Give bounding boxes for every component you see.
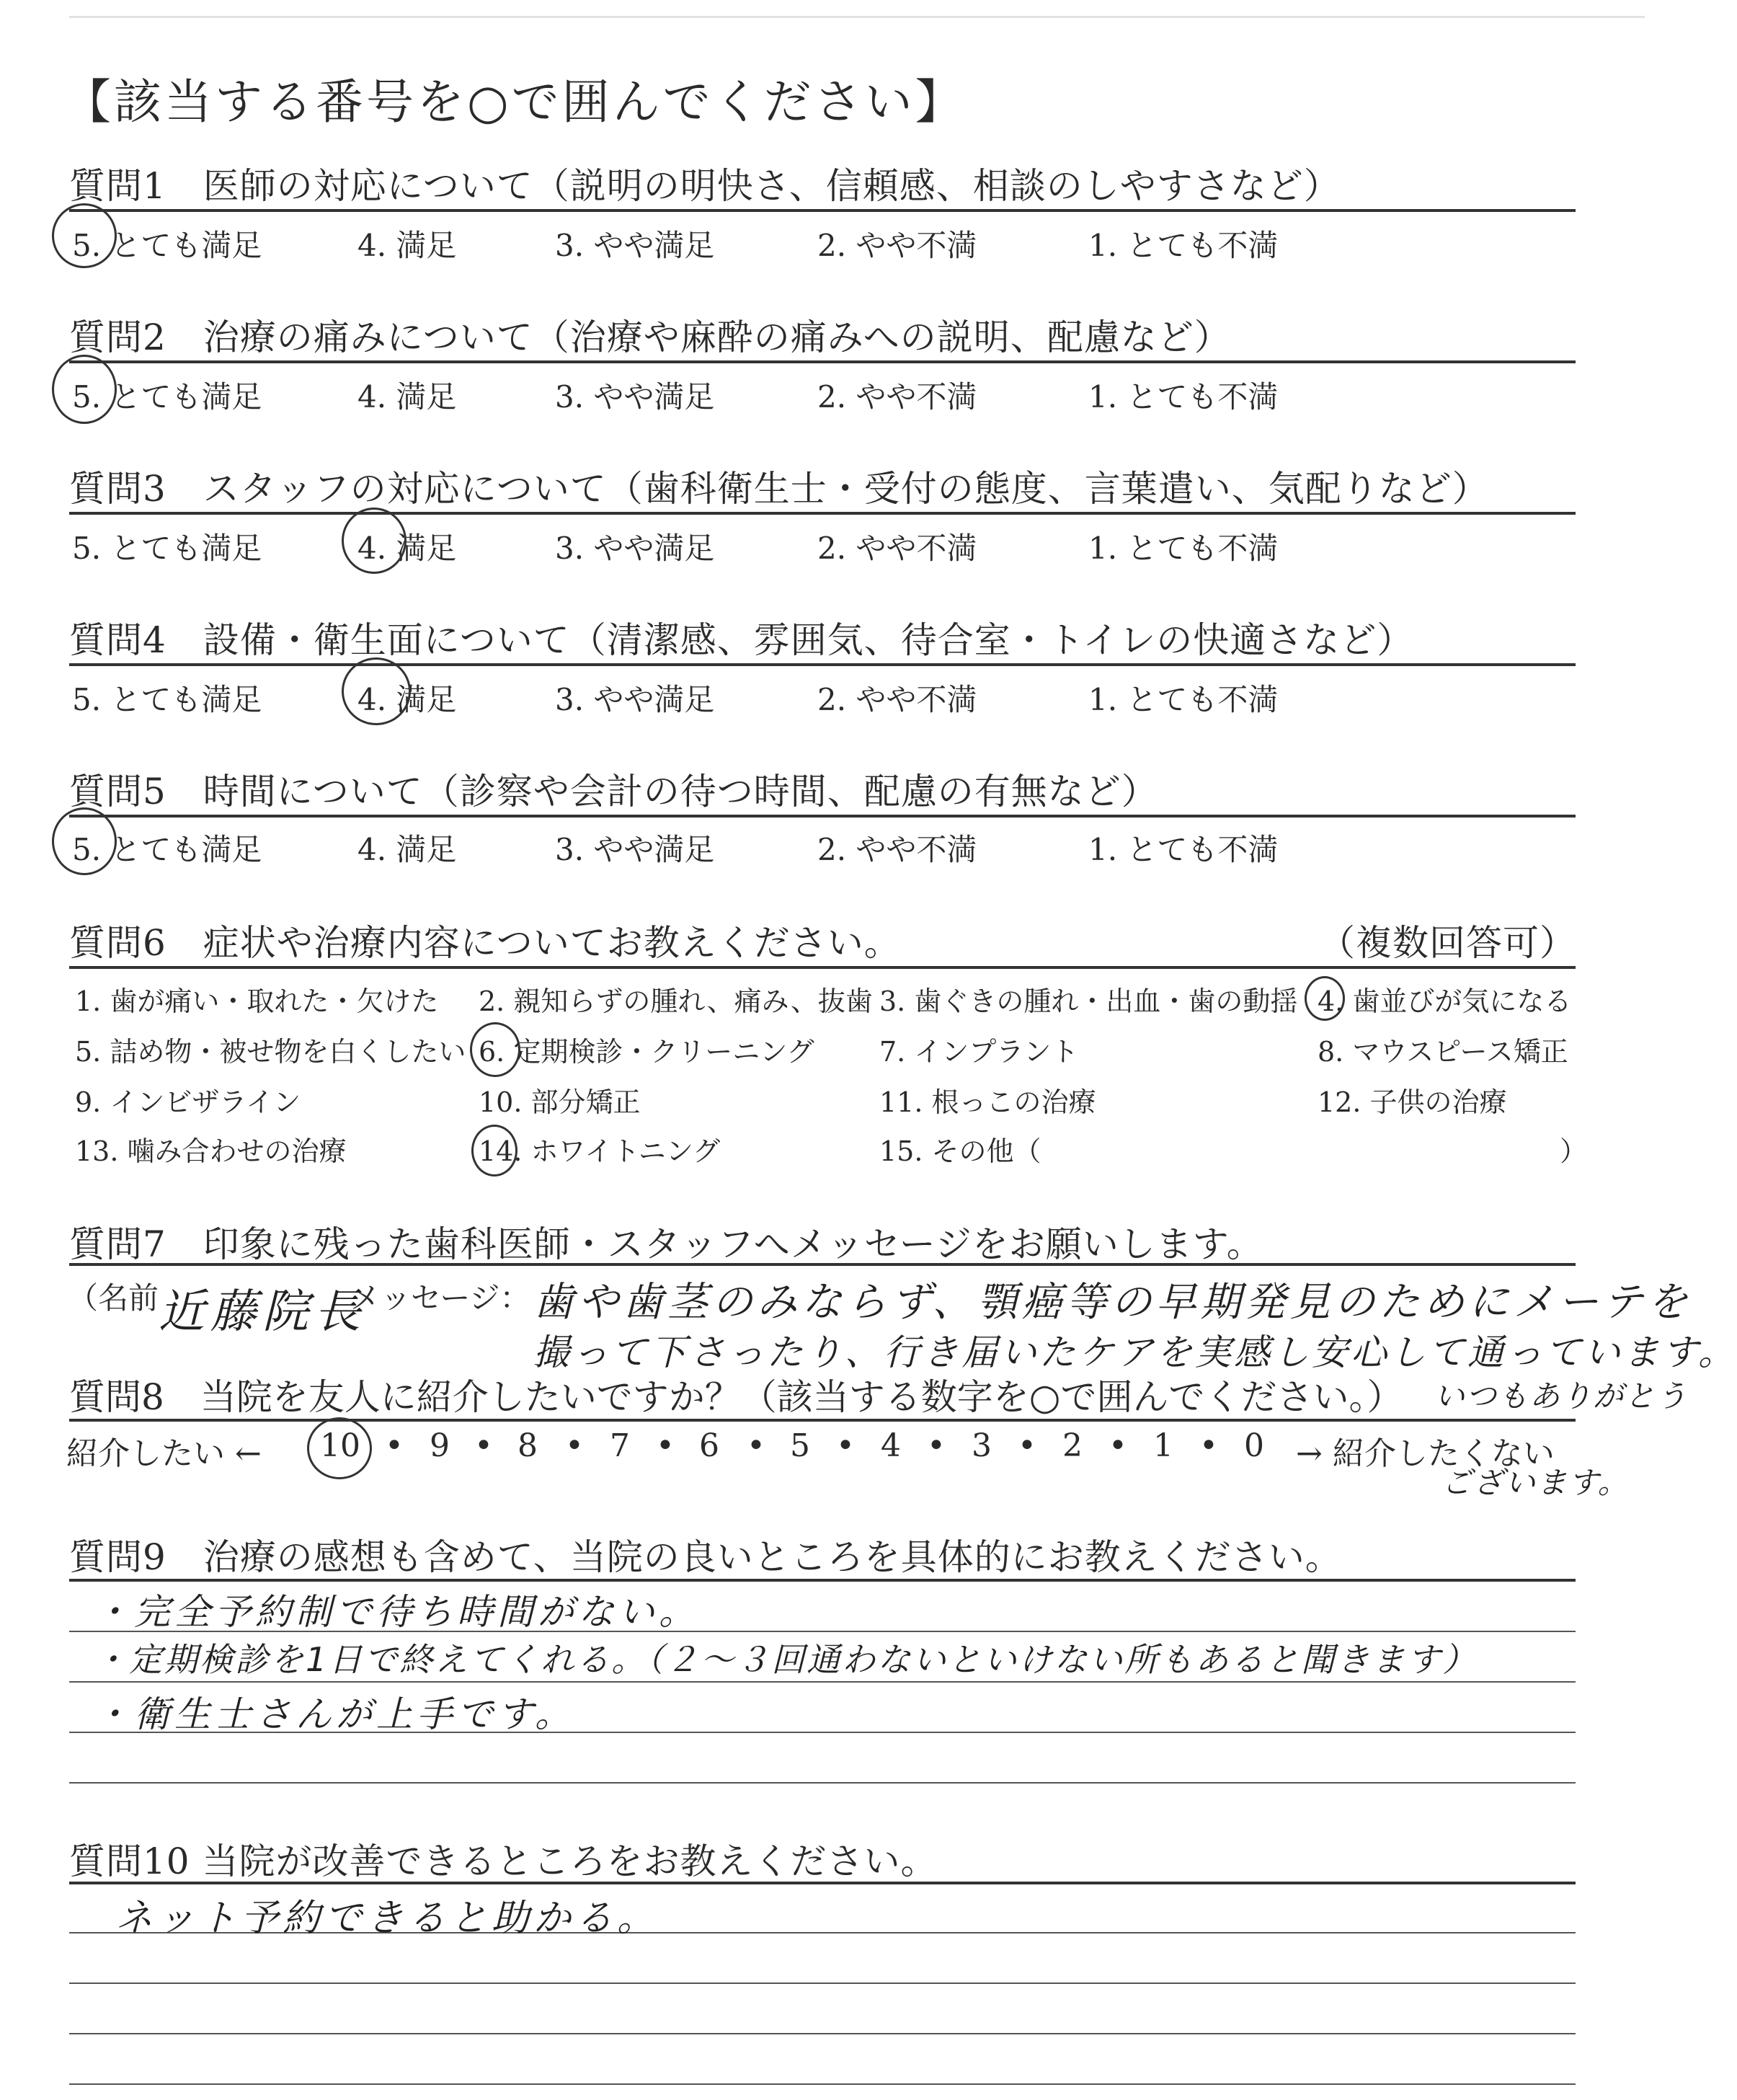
question-8-title: 質問8 当院を友人に紹介したいですか？（該当する数字を○で囲んでください。） (69, 1376, 1403, 1418)
q6-selected-circle-4 (1305, 976, 1345, 1021)
question-8-rule (69, 1419, 1576, 1422)
question-6-note: （複数回答可） (1319, 922, 1576, 964)
q6-item-3[interactable]: 3. 歯ぐきの腫れ・出血・歯の動揺 (879, 985, 1298, 1017)
q5-option-1[interactable]: 1. とても不満 (1088, 832, 1279, 867)
q4-option-2[interactable]: 2. やや不満 (817, 682, 977, 717)
q6-item-4[interactable]: 4. 歯並びが気になる (1318, 985, 1572, 1017)
q9-answer-3[interactable]: ・衛生士さんが上手です。 (94, 1693, 575, 1735)
q4-selected-circle (342, 657, 411, 725)
answer-line (69, 1681, 1576, 1683)
question-2-rule (69, 360, 1576, 363)
q6-item-6[interactable]: 6. 定期検診・クリーニング (479, 1036, 814, 1068)
q9-answer-2[interactable]: ・定期検診を1日で終えてくれる。（２～３回通わないといけない所もあると聞きます） (94, 1640, 1478, 1679)
q8-separator: • (474, 1427, 493, 1464)
question-10-title: 質問10 当院が改善できるところをお教えください。 (69, 1840, 938, 1882)
q5-option-2[interactable]: 2. やや不満 (817, 832, 977, 867)
q8-scale-8[interactable]: 8 (517, 1427, 538, 1464)
q8-scale-4[interactable]: 4 (881, 1427, 901, 1464)
q3-option-3[interactable]: 3. やや満足 (555, 531, 715, 566)
q2-option-3[interactable]: 3. やや満足 (555, 379, 715, 415)
q9-answer-1[interactable]: ・完全予約制で待ち時間がない。 (94, 1591, 699, 1633)
q2-option-4[interactable]: 4. 満足 (357, 379, 457, 415)
question-4-title: 質問4 設備・衛生面について（清潔感、雰囲気、待合室・トイレの快適さなど） (69, 619, 1414, 661)
answer-line (69, 1782, 1576, 1784)
q1-option-4[interactable]: 4. 満足 (357, 228, 457, 263)
q6-item-5[interactable]: 5. 詰め物・被せ物を白くしたい (75, 1036, 466, 1068)
q6-item-12[interactable]: 12. 子供の治療 (1318, 1086, 1507, 1118)
q2-option-2[interactable]: 2. やや不満 (817, 379, 977, 415)
question-9-title: 質問9 治療の感想も含めて、当院の良いところを具体的にお教えください。 (69, 1536, 1342, 1578)
q8-separator: • (836, 1427, 855, 1464)
q7-message-line-1[interactable]: 歯や歯茎のみならず、顎癌等の早期発見のためにメーテを (533, 1279, 1692, 1326)
q3-selected-circle (342, 508, 407, 574)
q7-name-label: （名前 (68, 1280, 159, 1316)
top-border (69, 16, 1645, 18)
q4-option-3[interactable]: 3. やや満足 (555, 682, 715, 717)
question-5-rule (69, 815, 1576, 818)
q1-option-2[interactable]: 2. やや不満 (817, 228, 977, 263)
q6-item-13[interactable]: 13. 噛み合わせの治療 (75, 1135, 347, 1167)
q6-selected-circle-6 (470, 1022, 520, 1077)
q6-item-7[interactable]: 7. インプラント (879, 1036, 1079, 1068)
q4-option-1[interactable]: 1. とても不満 (1088, 682, 1279, 717)
q4-option-5[interactable]: 5. とても満足 (72, 682, 262, 717)
question-2-title: 質問2 治療の痛みについて（治療や麻酔の痛みへの説明、配慮など） (69, 316, 1231, 358)
q8-scale-2[interactable]: 2 (1062, 1427, 1083, 1464)
q8-separator: • (565, 1427, 584, 1464)
q6-item-11[interactable]: 11. 根っこの治療 (879, 1086, 1096, 1118)
q5-option-4[interactable]: 4. 満足 (357, 832, 457, 867)
question-7-rule (69, 1263, 1576, 1266)
q6-item-15[interactable]: 15. その他（ (879, 1135, 1041, 1167)
q5-option-3[interactable]: 3. やや満足 (555, 832, 715, 867)
q8-selected-circle (307, 1417, 372, 1479)
q5-selected-circle (52, 807, 117, 875)
q8-separator: • (927, 1427, 946, 1464)
q8-right-label: → 紹介したくない (1296, 1435, 1555, 1472)
q6-item-9[interactable]: 9. インビザライン (75, 1086, 301, 1118)
answer-line (69, 2083, 1576, 2085)
q8-scale-9[interactable]: 9 (430, 1427, 450, 1464)
question-9-rule (69, 1579, 1576, 1582)
q6-item-1[interactable]: 1. 歯が痛い・取れた・欠けた (75, 985, 439, 1017)
question-6-title: 質問6 症状や治療内容についてお教えください。 (69, 922, 901, 964)
q7-message-line-4[interactable]: ございます。 (1441, 1465, 1630, 1500)
q8-separator: • (1018, 1427, 1036, 1464)
q6-item-2[interactable]: 2. 親知らずの腫れ、痛み、抜歯 (479, 985, 873, 1017)
q8-scale-10[interactable]: 10 (320, 1427, 360, 1464)
q6-item-10[interactable]: 10. 部分矯正 (479, 1086, 641, 1118)
q7-message-line-3[interactable]: いつもありがとう (1434, 1378, 1689, 1414)
q2-option-5[interactable]: 5. とても満足 (72, 379, 262, 415)
q7-message-label: メッセージ： (350, 1280, 530, 1316)
q6-item-15-close: ） (1560, 1135, 1588, 1167)
q8-scale-6[interactable]: 6 (699, 1427, 719, 1464)
q3-option-5[interactable]: 5. とても満足 (72, 531, 262, 566)
q3-option-4[interactable]: 4. 満足 (357, 531, 457, 566)
question-1-rule (69, 209, 1576, 212)
q2-selected-circle (52, 355, 117, 424)
q7-message-line-2[interactable]: 撮って下さったり、行き届いたケアを実感し安心して通っています。 (533, 1332, 1737, 1373)
q8-separator: • (1109, 1427, 1127, 1464)
question-4-rule (69, 663, 1576, 666)
question-3-rule (69, 512, 1576, 515)
q1-option-5[interactable]: 5. とても満足 (72, 228, 262, 263)
q8-scale-0[interactable]: 0 (1244, 1427, 1264, 1464)
q4-option-4[interactable]: 4. 満足 (357, 682, 457, 717)
question-3-title: 質問3 スタッフの対応について（歯科衛生士・受付の態度、言葉遣い、気配りなど） (69, 468, 1489, 510)
question-6-rule (69, 966, 1576, 969)
q7-name-value[interactable]: 近藤院長 (159, 1285, 366, 1339)
q1-selected-circle (52, 203, 117, 268)
answer-line (69, 2033, 1576, 2034)
q6-selected-circle-14 (471, 1125, 517, 1177)
q6-item-14[interactable]: 14. ホワイトニング (479, 1135, 721, 1167)
q8-left-label: 紹介したい ← (66, 1435, 262, 1472)
q5-option-5[interactable]: 5. とても満足 (72, 832, 262, 867)
q6-item-8[interactable]: 8. マウスピース矯正 (1318, 1036, 1568, 1068)
q8-separator: • (656, 1427, 675, 1464)
q8-scale-1[interactable]: 1 (1153, 1427, 1173, 1464)
q8-separator: • (1199, 1427, 1218, 1464)
answer-line (69, 1982, 1576, 1984)
q3-option-2[interactable]: 2. やや不満 (817, 531, 977, 566)
q1-option-1[interactable]: 1. とても不満 (1088, 228, 1279, 263)
q2-option-1[interactable]: 1. とても不満 (1088, 379, 1279, 415)
q8-scale-3[interactable]: 3 (972, 1427, 992, 1464)
q8-scale-7[interactable]: 7 (610, 1427, 630, 1464)
q8-scale-5[interactable]: 5 (790, 1427, 810, 1464)
q8-separator: • (385, 1427, 404, 1464)
question-10-rule (69, 1882, 1576, 1884)
q1-option-3[interactable]: 3. やや満足 (555, 228, 715, 263)
q3-option-1[interactable]: 1. とても不満 (1088, 531, 1279, 566)
question-7-title: 質問7 印象に残った歯科医師・スタッフへメッセージをお願いします。 (69, 1223, 1263, 1265)
q10-answer-1[interactable]: ネット予約できると助かる。 (115, 1897, 659, 1940)
question-1-title: 質問1 医師の対応について（説明の明快さ、信頼感、相談のしやすさなど） (69, 165, 1341, 207)
q8-separator: • (747, 1427, 765, 1464)
page-heading: 【該当する番号を○で囲んでください】 (63, 74, 966, 130)
question-5-title: 質問5 時間について（診察や会計の待つ時間、配慮の有無など） (69, 771, 1158, 812)
